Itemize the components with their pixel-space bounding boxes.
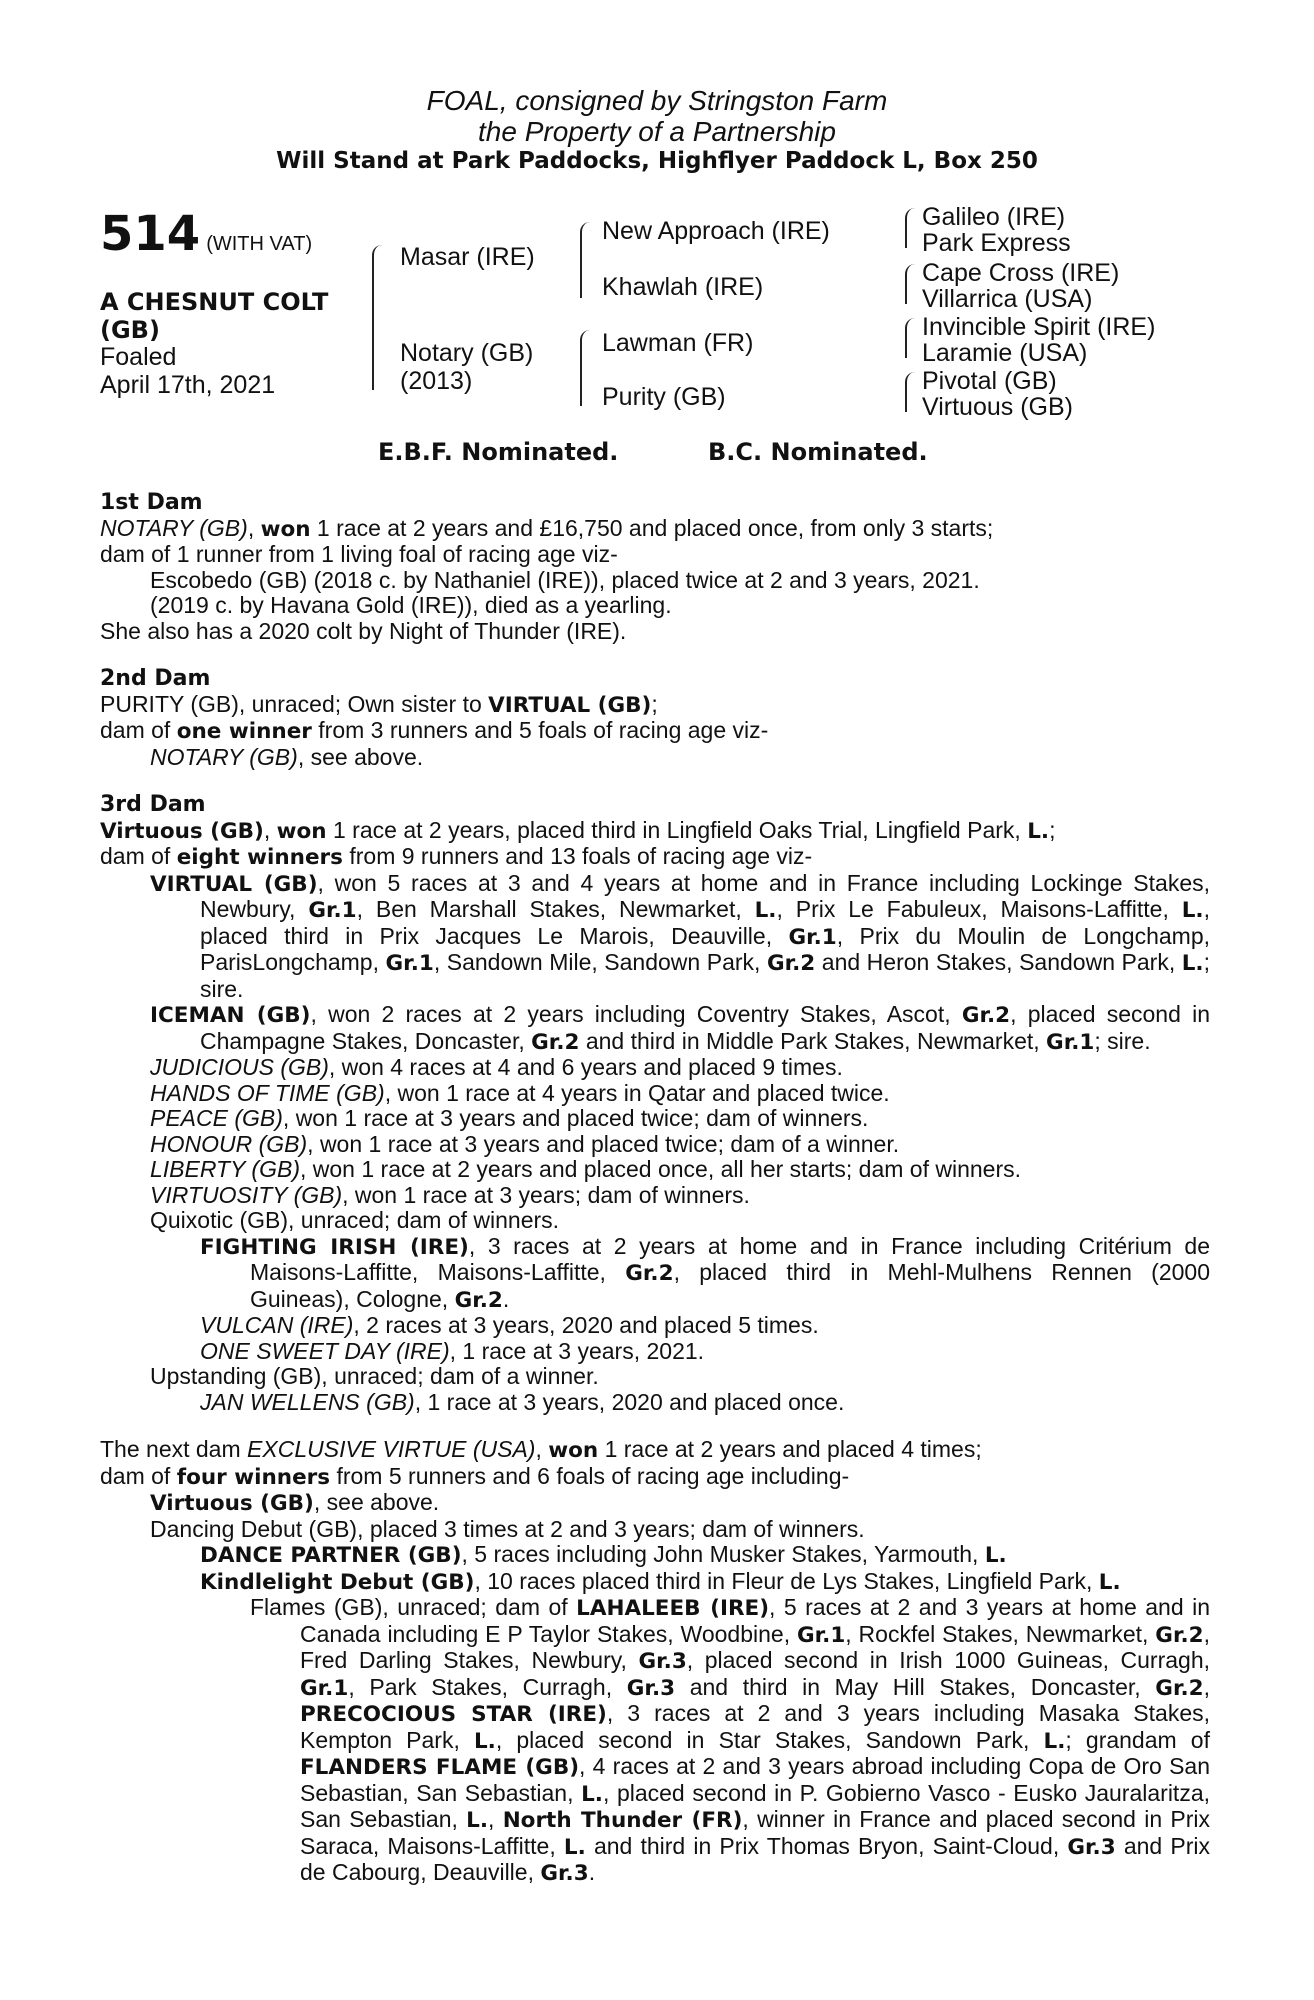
offspring-honour: HONOUR (GB), won 1 race at 3 years and placed twice; dam of a winner. [150, 1130, 900, 1157]
stand-location: Will Stand at Park Paddocks, Highflyer Paddock L, Box 250 [276, 148, 1038, 174]
next-dam-produce-line: dam of four winners from 5 runners and 6 foals of racing age including- [100, 1462, 850, 1490]
offspring-virtual: VIRTUAL (GB), won 5 races at 3 and 4 years at home and in France including Lockinge Stakes, Newbury, Gr.1, Ben Marshall Stakes, Newmarket, L., Prix Le Fabuleux, Maisons-Laffitte, L., placed third in Prix Jacques Le Marois, Deauville, Gr.1, Prix du Moulin de Longchamp, ParisLongchamp, Gr.1, Sandown Mile, Sandown Park, Gr.2 and Heron Stakes, Sandown Park, L.; sire. [150, 869, 1211, 1002]
consignor-line: FOAL, consigned by Stringston Farm [426, 85, 888, 116]
brace-dam-line [580, 330, 590, 406]
dam3-line: Virtuous (GB), won 1 race at 2 years, placed third in Lingfield Oaks Trial, Lingfield Park, L.; [100, 816, 1056, 844]
dam3-heading: 3rd Dam [100, 792, 206, 817]
dam-year: (2013) [400, 367, 473, 395]
brace-generation-1 [372, 245, 382, 390]
ss-dam: Park Express [922, 229, 1071, 257]
offspring-judicious: JUDICIOUS (GB), won 4 races at 4 and 6 years and placed 9 times. [150, 1054, 843, 1080]
vat-label: (WITH VAT) [206, 233, 313, 255]
foaled-label: Foaled [100, 343, 177, 371]
horse-description: A CHESNUT COLT [100, 288, 329, 316]
dam2-heading: 2nd Dam [100, 666, 211, 691]
lot-number-block [100, 206, 312, 262]
bc-nomination: B.C. Nominated. [708, 438, 928, 466]
dd-dam: Virtuous (GB) [922, 393, 1073, 421]
offspring-dancing-debut: Dancing Debut (GB), placed 3 times at 2 and 3 years; dam of winners. [150, 1515, 865, 1542]
offspring-virtuous: Virtuous (GB), see above. [150, 1489, 440, 1516]
ds-dam: Laramie (USA) [922, 339, 1088, 367]
property-line: the Property of a Partnership [478, 116, 836, 147]
next-dam-line: The next dam EXCLUSIVE VIRTUE (USA), won 1 race at 2 years and placed 4 times; [100, 1436, 982, 1463]
dam2-offspring: NOTARY (GB), see above. [150, 743, 424, 770]
dam1-heading: 1st Dam [100, 490, 203, 515]
offspring-liberty: LIBERTY (GB), won 1 race at 2 years and placed once, all her starts; dam of winners. [150, 1156, 1022, 1182]
sire-sire: New Approach (IRE) [602, 217, 830, 245]
grand-offspring-vulcan: VULCAN (IRE), 2 races at 3 years, 2020 and placed 5 times. [200, 1312, 819, 1338]
dam1-note: She also has a 2020 colt by Night of Thunder (IRE). [100, 617, 627, 644]
grand-offspring-kindlelight-debut: Kindlelight Debut (GB), 10 races placed third in Fleur de Lys Stakes, Lingfield Park, L. [200, 1567, 1121, 1595]
catalogue-body [100, 490, 1210, 1887]
grand-offspring-jan-wellens: JAN WELLENS (GB), 1 race at 3 years, 2020 and placed once. [200, 1388, 845, 1415]
dam1-produce-line: dam of 1 runner from 1 living foal of racing age viz- [100, 541, 618, 567]
offspring-upstanding: Upstanding (GB), unraced; dam of a winner. [150, 1363, 599, 1389]
brace-dd [905, 372, 915, 412]
dam2-line: PURITY (GB), unraced; Own sister to VIRTUAL (GB); [100, 690, 658, 718]
brace-ss [905, 208, 915, 248]
horse-origin: (GB) [100, 316, 160, 344]
sire: Masar (IRE) [400, 243, 535, 271]
dam1-line: NOTARY (GB), won 1 race at 2 years and £16,750 and placed once, from only 3 starts; [100, 514, 994, 542]
grand-offspring-one-sweet-day: ONE SWEET DAY (IRE), 1 race at 3 years, 2021. [200, 1337, 705, 1364]
dam1-offspring: Escobedo (GB) (2018 c. by Nathaniel (IRE)), placed twice at 2 and 3 years, 2021. [150, 566, 980, 593]
dam3-produce-line: dam of eight winners from 9 runners and 13 foals of racing age viz- [100, 843, 813, 870]
lot-number: 514 [100, 206, 201, 262]
foaled-date: April 17th, 2021 [100, 371, 276, 399]
dam: Notary (GB) [400, 339, 534, 367]
brace-sire-line [580, 222, 590, 298]
offspring-peace: PEACE (GB), won 1 race at 3 years and placed twice; dam of winners. [150, 1105, 869, 1131]
grand-offspring-dance-partner: DANCE PARTNER (GB), 5 races including John Musker Stakes, Yarmouth, L. [200, 1541, 1007, 1568]
dam-sire: Lawman (FR) [602, 329, 754, 357]
offspring-virtuosity: VIRTUOSITY (GB), won 1 race at 3 years; dam of winners. [150, 1181, 750, 1208]
ds-sire: Invincible Spirit (IRE) [922, 313, 1156, 341]
offspring-hands-of-time: HANDS OF TIME (GB), won 1 race at 4 years in Qatar and placed twice. [150, 1079, 890, 1106]
dam-dam: Purity (GB) [602, 383, 726, 411]
grand-offspring-flames: Flames (GB), unraced; dam of LAHALEEB (IRE), 5 races at 2 and 3 years at home and in Canada including E P Taylor Stakes, Woodbine, Gr.1, Rockfel Stakes, Newmarket, Gr.2, Fred Darling Stakes, Newbury, Gr.3, placed second in Irish 1000 Guineas, Curragh, Gr.1, Park Stakes, Curragh, Gr.3 and third in May Hill Stakes, Doncaster, Gr.2, PRECOCIOUS STAR (IRE), 3 races at 2 and 3 years including Masaka Stakes, Kempton Park, L., placed second in Star Stakes, Sandown Park, L.; grandam of FLANDERS FLAME (GB), 4 races at 2 and 3 years abroad including Copa de Oro San Sebastian, San Sebastian, L., placed second in P. Gobierno Vasco - Eusko Jauralaritza, San Sebastian, L., North Thunder (FR), winner in France and placed second in Prix Saraca, Maisons-Laffitte, L. and third in Prix Thomas Bryon, Saint-Cloud, Gr.3 and Prix de Cabourg, Deauville, Gr.3. [250, 1594, 1211, 1886]
grand-offspring-fighting-irish: FIGHTING IRISH (IRE), 3 races at 2 years at home and in France including Critérium de Maisons-Laffitte, Maisons-Laffitte, Gr.2, placed third in Mehl-Mulhens Rennen (2000 Guineas), Cologne, Gr.2. [200, 1232, 1211, 1313]
brace-sd [905, 264, 915, 304]
sire-dam: Khawlah (IRE) [602, 273, 764, 301]
offspring-quixotic: Quixotic (GB), unraced; dam of winners. [150, 1207, 560, 1233]
ss-sire: Galileo (IRE) [922, 203, 1066, 231]
sd-sire: Cape Cross (IRE) [922, 259, 1120, 287]
offspring-iceman: ICEMAN (GB), won 2 races at 2 years including Coventry Stakes, Ascot, Gr.2, placed second in Champagne Stakes, Doncaster, Gr.2 and third in Middle Park Stakes, Newmarket, Gr.1; sire. [150, 1001, 1211, 1055]
dd-sire: Pivotal (GB) [922, 367, 1057, 395]
sd-dam: Villarrica (USA) [922, 285, 1093, 313]
brace-ds [905, 318, 915, 358]
ebf-nomination: E.B.F. Nominated. [378, 438, 619, 466]
dam1-offspring: (2019 c. by Havana Gold (IRE)), died as a yearling. [150, 592, 672, 618]
dam2-produce-line: dam of one winner from 3 runners and 5 foals of racing age viz- [100, 717, 769, 744]
